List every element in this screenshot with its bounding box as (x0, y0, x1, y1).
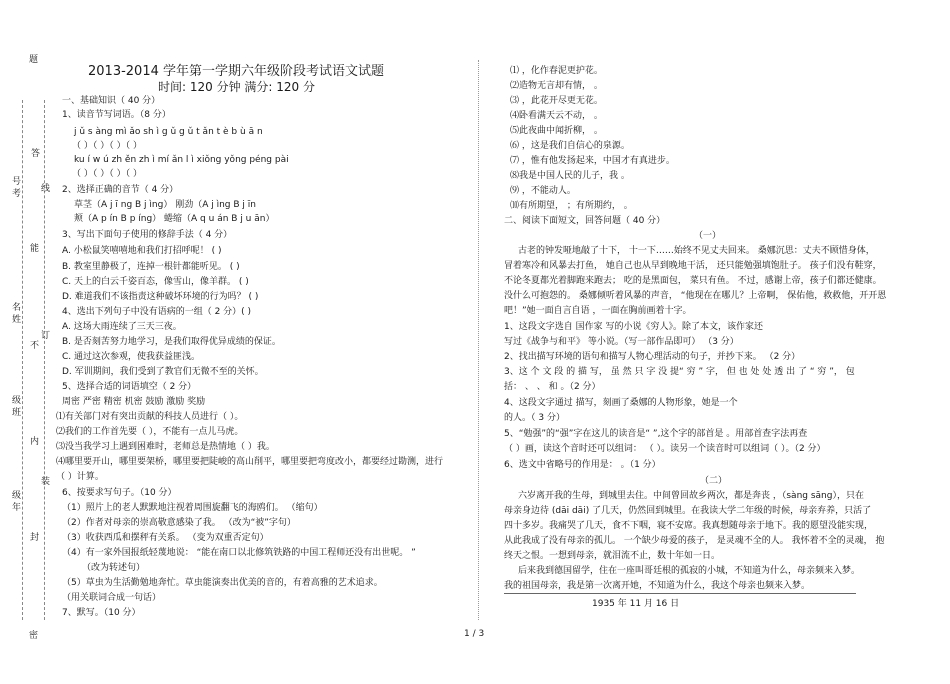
side-char-xian: 线 (41, 184, 51, 194)
side-label-nianji: 级 年 (12, 491, 22, 513)
left-line: 草茎（A j ī ng B j ìng） 刚劲（A j ìng B j īn (74, 200, 256, 210)
left-line: B. 教室里静极了，连掉一根针都能听见。 ( ) (62, 262, 240, 272)
side-char-neng: 能 (30, 244, 40, 254)
underline-last-line (504, 593, 856, 594)
letter-date: 1935 年 11 月 16 日 (592, 599, 680, 609)
left-line: ⑶没当我学习上遇到困难时，老师总是热情地（ ）我。 (56, 442, 275, 452)
left-line: （改为转述句） (82, 563, 146, 573)
left-line: ⑴有关部门对有突出贡献的科技人员进行（ ）。 (56, 412, 244, 422)
right-line: ⑷卧看满天云不动， 。 (510, 111, 603, 121)
left-line: 7、默写。（10 分） (62, 608, 141, 618)
right-line: 我的祖国母亲，我是第一次离开她，不知道为什么，我这个母亲也频来入梦。 (504, 581, 811, 591)
left-line: C. 通过这次参观，使我获益匪浅。 (62, 352, 201, 362)
side-char-nei: 内 (30, 437, 40, 447)
right-line: ⑼ ，不能动人。 (510, 186, 576, 196)
right-line: 3、这 个 文 段 的 描 写， 虽 然 只 字 没 提“ 穷 ” 字， 但 也 处 处 透 出 了 “ 穷 ”， 包 (504, 367, 855, 377)
left-line: 1、读音节写词语。（8 分） (62, 110, 171, 120)
right-line: 冒着寒冷和风暴去打鱼， 她自己也从早到晚地干活， 还只能勉强填饱肚子。 孩子们没有鞋穿， (504, 261, 882, 271)
left-line: ⑷哪里要开山，哪里要架桥，哪里要把陡峻的高山削平，哪里要把弯度改小，都要经过勘测，进行 (56, 457, 444, 467)
page-number: 1 / 3 (464, 629, 485, 639)
right-line: 六岁离开我的生母，到城里去住。中间曾回故乡两次，都是奔丧 ，（sàng sāng），只在 (518, 491, 864, 501)
right-line: 的人。（ 3 分） (504, 413, 565, 423)
right-line: 后来我到德国留学，住在一座叫哥廷根的孤寂的小城，不知道为什么，母亲频来入梦。 (518, 566, 861, 576)
right-line: ⑸此夜曲中闻折柳， 。 (510, 126, 603, 136)
left-line: （1）照片上的老人默默地注视着周围旋翻飞的海鸥们。 （缩句） (62, 503, 323, 513)
side-char-da: 答 (31, 149, 41, 159)
side-char-ti: 题 (29, 55, 39, 65)
left-line: （4）有一家外国报纸轻蔑地说： “能在南口以北修筑铁路的中国工程师还没有出世呢。 ” (62, 548, 416, 558)
side-char-zhuang: 装 (41, 477, 51, 487)
binding-line-inner (44, 100, 45, 620)
right-line: 吧！”她一面自言自语 ，一面在胸前画着十字。 (504, 306, 692, 316)
left-line: ⑵我们的工作首先要（ ），不能有一点儿马虎。 (56, 427, 244, 437)
left-line: D. 军训期间，我们受到了教官们无微不至的关怀。 (62, 367, 264, 377)
right-line: 4、这段文字通过 描写，刻画了桑娜的人物形象，她是一个 (504, 398, 738, 408)
right-line: 四十多岁。我痛哭了几天，食不下咽，寝不安席。我真想随母亲于地下。我的愿望没能实现， (504, 521, 874, 531)
side-char-ding: 订 (41, 331, 51, 341)
side-char-bu: 不 (30, 341, 40, 351)
left-line: D. 难道我们不该指责这种破坏环境的行为吗？ ( ) (62, 292, 259, 302)
left-line: 3、写出下面句子使用的修辞手法（ 4 分） (62, 230, 233, 240)
left-line: 5、选择合适的词语填空（ 2 分） (62, 382, 197, 392)
right-line: 6、选文中省略号的作用是： 。（1 分） (504, 460, 661, 470)
binding-line-outer (22, 100, 23, 620)
right-line: 1、这段文字选自 国作家 写的小说《穷人》。除了本文，该作家还 (504, 322, 763, 332)
left-line: 2、选择正确的音节（ 4 分） (62, 185, 179, 195)
right-line: ⑶ ，此花开尽更无花。 (510, 96, 603, 106)
right-line: 没什么可抱怨的。 桑娜倾听着风暴的声音， “他现在在哪儿？上帝啊， 保佑他，救救他，开开恩 (504, 291, 887, 301)
right-line: ⑴ ，化作春泥更护花。 (510, 66, 603, 76)
right-line: （一） (694, 231, 722, 241)
right-line: 二、阅读下面短文，回答问题（ 40 分） (504, 216, 666, 226)
left-line: （ ）（ ）（ ）（ ） (72, 169, 142, 179)
left-line: 6、按要求写句子。（10 分） (62, 488, 177, 498)
right-line: ⑻我是中国人民的儿子，我 。 (510, 171, 630, 181)
left-line: B. 是否刻苦努力地学习，是我们取得优异成绩的保证。 (62, 337, 281, 347)
left-line: （ ）（ ）（ ）（ ） (72, 141, 142, 151)
right-line: 从此我成了没有母亲的孤儿。 一个缺少母爱的孩子， 是灵魂不全的人。 我怀着不全的灵魂， 抱 (504, 536, 885, 546)
left-line: 周密 严密 精密 机密 鼓励 激励 奖励 (62, 397, 206, 407)
left-line: 4、选出下列句子中没有语病的一组（ 2 分）( ) (62, 307, 252, 317)
right-line: 括： 、 、 和 。（2 分） (504, 382, 601, 392)
exam-time-score: 时间: 120 分钟 满分: 120 分 (158, 80, 315, 94)
left-line: （3）收获西瓜和摆秤有关系。 （变为双重否定句） (62, 533, 269, 543)
left-line: 颊（A p ín B p íng） 蜷缩（A q u án B j u ān） (74, 214, 275, 224)
side-char-feng: 封 (30, 533, 40, 543)
left-line: （ ）计算。 (56, 472, 104, 482)
side-label-kaohao: 号 考 (12, 177, 22, 199)
left-line: j ǔ s àng mì ǎo sh ì g ǔ g ǔ t ǎn t è b ù ā n (74, 127, 263, 137)
side-label-banji: 级 班 (12, 396, 22, 418)
left-line: （2）作者对母亲的崇高敬意感染了我。 （改为“被”字句） (62, 518, 296, 528)
right-line: 母亲身边待 (dāi dāi) 了几天，仍然回到城里。在我读大学二年级的时候，母亲弃养，只活了 (504, 506, 872, 516)
left-line: A. 小松鼠笑嘻嘻地和我们打招呼呢！ ( ) (62, 246, 222, 256)
side-label-xingming: 名 姓 (12, 303, 22, 325)
right-line: ⑽有所期望， ；有所期约， 。 (510, 201, 633, 211)
right-line: （ ）画，读这个音时还可以组词： （ ）。读另一个读音时可以组词（ ）。（2 分） (504, 444, 826, 454)
right-line: 古老的钟发哑地敲了十下， 十一下……始终不见丈夫回来。 桑娜沉思：丈夫不顾惜身体， (518, 246, 875, 256)
left-line: C. 天上的白云千姿百态，像雪山，像羊群。 ( ) (62, 277, 249, 287)
right-line: ⑺ ，惟有他发扬起来，中国才有真进步。 (510, 156, 675, 166)
right-line: ⑹ ，这是我们自信心的泉源。 (510, 141, 630, 151)
left-line: （5）草虫为生活勤勉地奔忙。草虫能演奏出优美的音的，有着高雅的艺术追求。 (62, 578, 383, 588)
right-line: 不论冬夏都光着脚跑来跑去； 吃的是黑面包， 菜只有鱼。 不过，感谢上帝，孩子们都还健康。 (504, 276, 882, 286)
left-line: 一、基础知识（ 40 分） (62, 96, 161, 106)
right-line: 2、找出描写环境的语句和描写人物心理活动的句子，并抄下来。 （2 分） (504, 352, 801, 362)
right-line: 终天之恨。一想到母亲，就泪流不止，数十年如一日。 (504, 551, 721, 561)
left-line: （用关联词合成一句话） (62, 593, 162, 603)
column-divider (478, 60, 479, 620)
left-line: ku í w ú zh ěn zh ì mí ǎn l ì xiǒng yǒng péng pài (74, 155, 289, 165)
left-line: A. 这场大雨连续了三天三夜。 (62, 322, 182, 332)
right-line: （二） (700, 476, 728, 486)
page-title: 2013-2014 学年第一学期六年级阶段考试语文试题 (88, 64, 384, 79)
right-line: 写过《战争与和平》 等小说。（写一部作品即可） （3 分） (504, 337, 739, 347)
right-line: ⑵造物无言却有情， 。 (510, 81, 603, 91)
right-line: 5、“勉强”的“强”字在这儿的读音是“ ”,这个字的部首是 。用部首查字法再查 (504, 429, 808, 439)
side-char-mi: 密 (29, 631, 39, 641)
